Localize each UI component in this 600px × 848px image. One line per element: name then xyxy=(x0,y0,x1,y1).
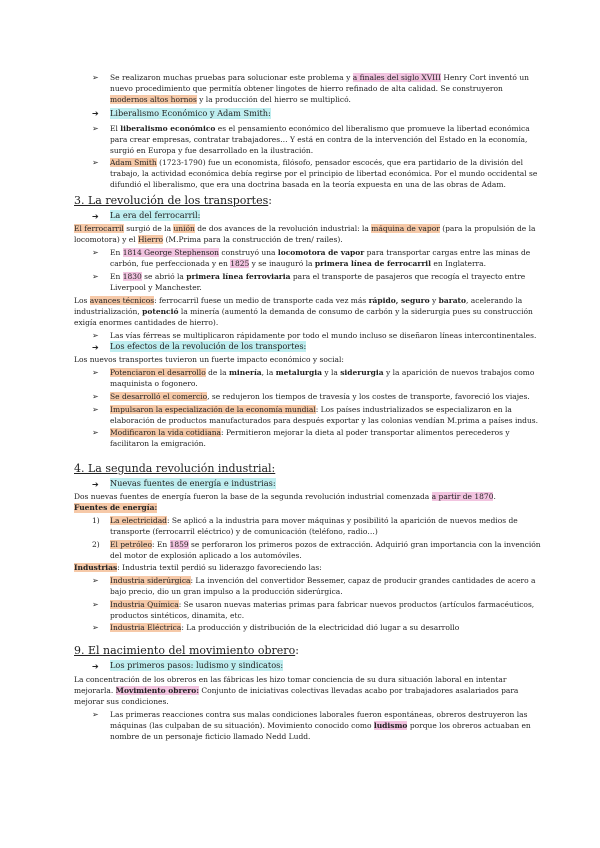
paragraph-line: El liberalismo económico es el pensamiento económico del liberalismo que promueve la libertad económica xyxy=(110,124,530,133)
bullet-icon: ➢ xyxy=(92,158,99,167)
arrow-icon: ➔ xyxy=(92,662,99,671)
paragraph-line: Se realizaron muchas pruebas para solucionar este problema y a finales del siglo XVIII Henry Cort inventó un xyxy=(110,73,529,82)
bullet-icon: ➢ xyxy=(92,405,99,414)
bullet-icon: ➢ xyxy=(92,124,99,133)
paragraph-line: Industrias: Industria textil perdió su liderazgo favoreciendo las: xyxy=(74,563,322,572)
paragraph-line: trabajo, la actividad económica debía regirse por el principio de libertad económica. Por el mundo occidental se xyxy=(110,169,538,178)
paragraph-line: Las vías férreas se multiplicaron rápidamente por todo el mundo incluso se diseñaron líneas intercontinentales. xyxy=(110,331,537,340)
section-title: 9. El nacimiento del movimiento obrero: xyxy=(74,644,299,657)
paragraph-line: máquinas (las culpaban de su situación). Movimiento conocido como ludismo porque los obreros actuaban en xyxy=(110,721,531,730)
section-title: 3. La revolución de los transportes: xyxy=(74,194,272,207)
paragraph-line: Potenciaron el desarrollo de la minería, la metalurgia y la siderurgia y la aparición de nuevos trabajos como xyxy=(110,368,535,377)
paragraph-line: El petróleo: En 1859 se perforaron los primeros pozos de extracción. Adquirió gran importancia con la invención xyxy=(110,540,541,549)
paragraph-line: Adam Smith (1723-1790) fue un economista, filósofo, pensador escocés, que era partidario de la división del xyxy=(110,158,523,167)
paragraph-line: del motor de explosión aplicado a los automóviles. xyxy=(110,551,302,560)
section-title: 4. La segunda revolución industrial: xyxy=(74,462,276,475)
paragraph-line: Los avances técnicos: ferrocarril fuese un medio de transporte cada vez más rápido, seguro y barato, acelerando la xyxy=(74,296,523,305)
arrow-icon: ➔ xyxy=(92,480,99,489)
paragraph-line: Los nuevos transportes tuvieron un fuerte impacto económico y social: xyxy=(74,355,344,364)
paragraph-line: mejorarla. Movimiento obrero: Conjunto de iniciativas colectivas llevadas acabo por trabajadores asalariados para xyxy=(74,686,519,695)
paragraph-line: para crear empresas, contratar trabajadores… Y está en contra de la intervención del Estado en la economía, xyxy=(110,135,528,144)
paragraph-line: Liverpool y Manchester. xyxy=(110,283,202,292)
bullet-icon: ➢ xyxy=(92,428,99,437)
paragraph-line: Industria Eléctrica: La producción y distribución de la electricidad dió lugar a su desarrollo xyxy=(110,623,460,632)
bullet-icon: ➢ xyxy=(92,73,99,82)
list-number: 1) xyxy=(92,516,100,525)
subheading: Nuevas fuentes de energía e industrias: xyxy=(110,478,276,488)
label: Fuentes de energía: xyxy=(74,503,158,512)
bullet-icon: ➢ xyxy=(92,576,99,585)
list-number: 2) xyxy=(92,540,100,549)
arrow-icon: ➔ xyxy=(92,212,99,221)
paragraph-line: Industria Química: Se usaron nuevas materias primas para fabricar nuevos productos (artículos farmacéuticos, xyxy=(110,600,535,609)
subheading: Los primeros pasos: ludismo y sindicatos: xyxy=(110,660,284,670)
paragraph-line: nuevo procedimiento que permitía obtener lingotes de hierro refinado de alta calidad. Se construyeron xyxy=(110,84,503,93)
paragraph-line: Dos nuevas fuentes de energía fueron la base de la segunda revolución industrial comenzada a partir de 1870. xyxy=(74,492,496,501)
paragraph-line: mejorar sus condiciones. xyxy=(74,697,169,706)
bullet-icon: ➢ xyxy=(92,248,99,257)
paragraph-line: La electricidad: Se aplicó a la industria para mover máquinas y posibilitó la aparición de nuevos medios de xyxy=(110,516,518,525)
paragraph-line: carbón, fue perfeccionada y en 1825 y se inauguró la primera línea de ferrocarril en Inglaterra. xyxy=(110,259,486,268)
bullet-icon: ➢ xyxy=(92,392,99,401)
paragraph-line: surgió en Europa y fue desarrollado en la ilustración. xyxy=(110,146,314,155)
paragraph-line: bajo precio, dio un gran impulso a la producción siderúrgica. xyxy=(110,587,343,596)
paragraph-line: industrialización, potenció la minería (aumentó la demanda de consumo de carbón y la siderurgia pues su construcción xyxy=(74,307,533,316)
arrow-icon: ➔ xyxy=(92,343,99,352)
paragraph-line: transporte (ferrocarril eléctrico) y de comunicación (teléfono, radio…) xyxy=(110,527,378,536)
paragraph-line: nombre de un personaje ficticio llamado Nedd Ludd. xyxy=(110,732,311,741)
paragraph-line: exigía enormes cantidades de hierro). xyxy=(74,318,219,327)
paragraph-line: maquinista o fogonero. xyxy=(110,379,198,388)
paragraph-line: difundió el liberalismo, que era una doctrina basada en la teoría expuesta en una de las obras de Adam. xyxy=(110,180,506,189)
bullet-icon: ➢ xyxy=(92,272,99,281)
paragraph-line: productos sintéticos, dinamita, etc. xyxy=(110,611,245,620)
bullet-icon: ➢ xyxy=(92,331,99,340)
paragraph-line: elaboración de productos manufacturados para después exportar y las colonias vendían M.prima a países indus. xyxy=(110,416,539,425)
arrow-icon: ➔ xyxy=(92,109,99,118)
subheading: Los efectos de la revolución de los transportes: xyxy=(110,341,307,351)
paragraph-line: Industria siderúrgica: La invención del convertidor Bessemer, capaz de producir grandes cantidades de acero a xyxy=(110,576,536,585)
paragraph-line: Impulsaron la especialización de la economía mundial: Los países industrializados se especializaron en la xyxy=(110,405,512,414)
paragraph-line: Las primeras reacciones contra sus malas condiciones laborales fueron espontáneas, obreros destruyeron las xyxy=(110,710,528,719)
paragraph-line: En 1814 George Stephenson construyó una locomotora de vapor para transportar cargas entre las minas de xyxy=(110,248,531,257)
bullet-icon: ➢ xyxy=(92,710,99,719)
bullet-icon: ➢ xyxy=(92,623,99,632)
paragraph-line: locomotora) y el Hierro (M.Prima para la construcción de tren/ railes). xyxy=(74,235,343,244)
paragraph-line: La concentración de los obreros en las fábricas les hizo tomar conciencia de su dura situación laboral en intentar xyxy=(74,675,507,684)
paragraph-line: modernos altos hornos y la producción del hierro se multiplicó. xyxy=(110,95,351,104)
bullet-icon: ➢ xyxy=(92,368,99,377)
paragraph-line: El ferrocarril surgió de la unión de dos avances de la revolución industrial: la máquina de vapor (para la propulsión de la xyxy=(74,224,536,233)
paragraph-line: Se desarrolló el comercio, se redujeron los tiempos de travesía y los costes de transporte, favoreció los viajes. xyxy=(110,392,530,401)
paragraph-line: En 1830 se abrió la primera línea ferroviaria para el transporte de pasajeros que recogía el trayecto entre xyxy=(110,272,526,281)
bullet-icon: ➢ xyxy=(92,600,99,609)
subheading: La era del ferrocarril: xyxy=(110,210,201,220)
paragraph-line: Modificaron la vida cotidiana: Permitieron mejorar la dieta al poder transportar alimentos perecederos y xyxy=(110,428,510,437)
paragraph-line: facilitaron la emigración. xyxy=(110,439,206,448)
subheading: Liberalismo Económico y Adam Smith: xyxy=(110,108,271,118)
